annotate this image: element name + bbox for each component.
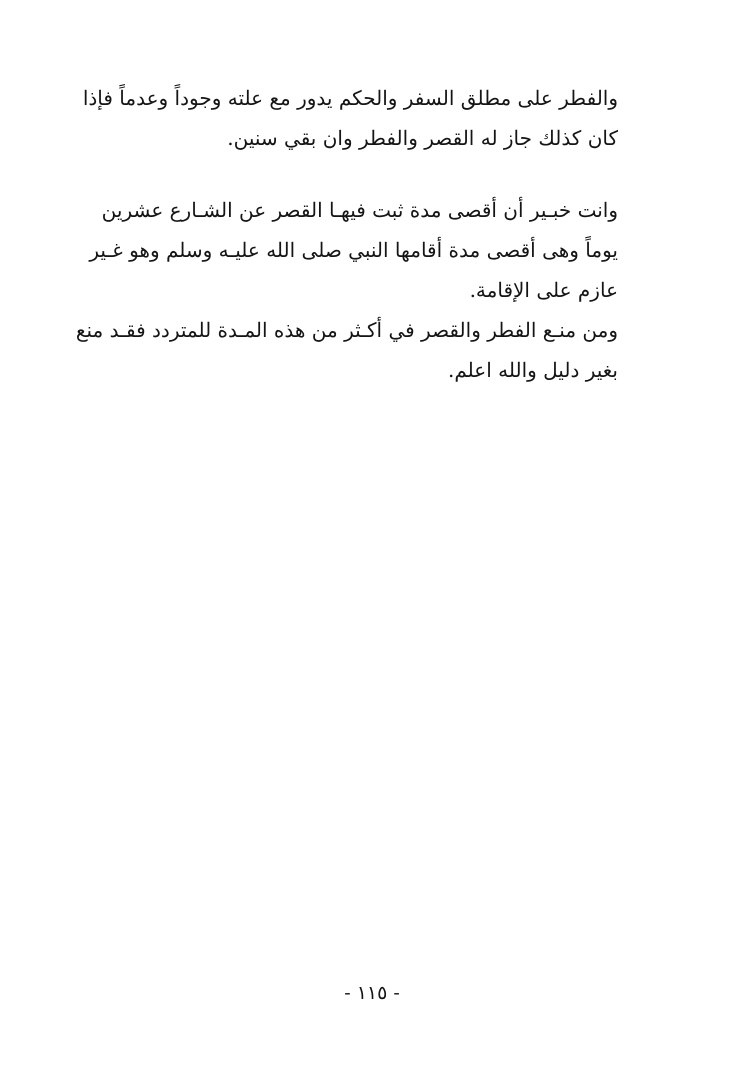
- page-number: - ١١٥ -: [344, 982, 400, 1004]
- text-line: بغير دليل والله اعلم.: [448, 358, 618, 382]
- paragraph-gap: [118, 158, 618, 190]
- text-line: ومن منـع الفطر والقصر في أكـثر من هذه المـدة للمتردد فقـد منع: [75, 318, 618, 342]
- paragraph-1: [82, 78, 618, 158]
- text-line: عازم على الإقامة.: [469, 278, 618, 302]
- text-line: وانت خبـير أن أقصى مدة ثبت فيهـا القصر عن الشـارع عشرين: [101, 198, 618, 222]
- text-line: والفطر على مطلق السفر والحكم يدور مع علته وجوداً وعدماً فإذا: [82, 86, 618, 110]
- body-text: [75, 78, 618, 390]
- text-line: يوماً وهى أقصى مدة أقامها النبي صلى الله عليـه وسلم وهو غـير: [89, 238, 618, 262]
- paragraph-3: [75, 310, 618, 390]
- paragraph-2: [89, 190, 618, 310]
- text-line: كان كذلك جاز له القصر والفطر وان بقي سنين.: [227, 126, 618, 150]
